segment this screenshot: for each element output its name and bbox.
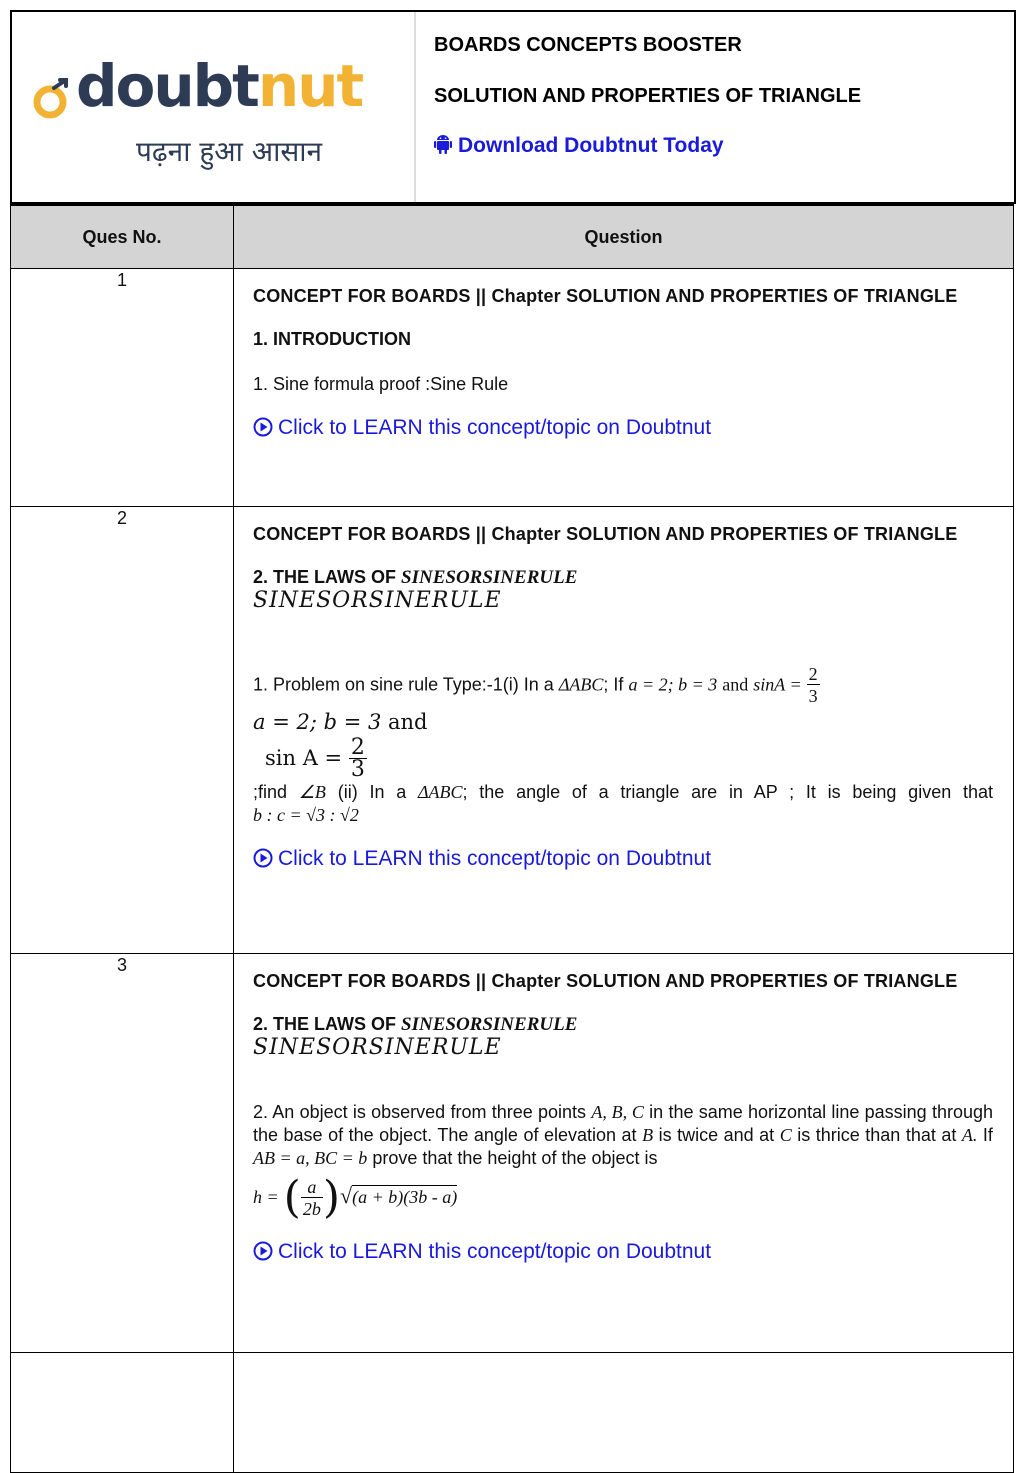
- display-math-line: [253, 711, 993, 734]
- play-circle-icon: [253, 417, 273, 437]
- height-formula: [253, 1172, 993, 1223]
- fraction-numerator: 2: [808, 664, 818, 684]
- formula-fraction: [301, 1177, 323, 1220]
- text-segment: ; the angle of a triangle are in AP ; It is being given that: [462, 782, 993, 802]
- math-point-a: A.: [961, 1125, 978, 1145]
- question-cell: [234, 507, 1014, 954]
- fraction-denominator: 2b: [302, 1198, 321, 1219]
- math-points: A, B, C: [591, 1102, 644, 1122]
- question-text: 1. Sine formula proof :Sine Rule: [253, 374, 509, 394]
- math-sinA: sinA =: [753, 674, 802, 695]
- text-segment: If: [982, 1125, 993, 1145]
- question-text-continued: [253, 781, 993, 804]
- header-divider: [414, 12, 416, 204]
- play-circle-icon: [253, 1241, 273, 1261]
- learn-link[interactable]: [253, 1240, 993, 1263]
- logo-mark-icon: [30, 78, 72, 120]
- math-condition: AB = a, BC = b: [253, 1148, 368, 1168]
- section-heading: 1. INTRODUCTION: [253, 329, 412, 349]
- learn-link-label: Click to LEARN this concept/topic on Doubtnut: [278, 416, 712, 439]
- math-condition: a = 2; b = 3: [628, 674, 718, 695]
- section-display-math: SINESORSINERULE: [253, 1035, 502, 1060]
- section-heading: [253, 1013, 993, 1036]
- math-triangle: ΔABC: [558, 674, 604, 695]
- col-header-qno: Ques No.: [11, 206, 234, 269]
- fraction-numerator: a: [301, 1177, 323, 1198]
- section-prefix: 2. THE LAWS OF: [253, 1014, 397, 1034]
- fraction-numerator: 2: [350, 735, 365, 760]
- fraction-denominator: 3: [808, 686, 818, 706]
- logo-tagline: पढ़ना हुआ आसान: [136, 135, 323, 168]
- math-and: and: [722, 674, 749, 695]
- section-prefix: 2. THE LAWS OF: [253, 567, 397, 587]
- col-header-question: Question: [234, 206, 1014, 269]
- table-row: [11, 507, 1014, 954]
- header: [10, 10, 1016, 204]
- fraction-denominator: 3: [350, 757, 365, 782]
- questions-table: [10, 205, 1014, 1473]
- section-math: SINESORSINERULE: [401, 567, 578, 588]
- text-segment: prove that the height of the object is: [372, 1148, 658, 1168]
- math-point-b: B: [642, 1125, 654, 1145]
- section-heading: [253, 566, 993, 589]
- page: [10, 10, 1014, 1448]
- math-angle: ∠B: [298, 782, 326, 802]
- sqrt-radicand: (a + b)(3b - a): [352, 1186, 458, 1207]
- left-paren: (: [283, 1172, 301, 1223]
- display-fraction: [349, 735, 367, 782]
- table-header-row: [11, 206, 1014, 269]
- display-sin: sin A =: [265, 746, 343, 770]
- section-math: SINESORSINERULE: [401, 1014, 578, 1035]
- text-segment: ;find: [253, 782, 288, 802]
- math-ratio: b : c = √3 : √2: [253, 805, 359, 825]
- text-segment: is thrice than that at: [797, 1125, 957, 1145]
- text-segment: 2. An object is observed from three points: [253, 1102, 587, 1122]
- booster-title: BOARDS CONCEPTS BOOSTER: [434, 34, 742, 56]
- question-number: 2: [11, 507, 234, 954]
- display-math-line: [253, 735, 993, 782]
- formula-lhs: h =: [253, 1186, 279, 1207]
- concept-heading: CONCEPT FOR BOARDS || Chapter SOLUTION AND PROPERTIES OF TRIANGLE: [253, 524, 958, 544]
- table-row: [11, 1353, 1014, 1473]
- concept-heading: CONCEPT FOR BOARDS || Chapter SOLUTION AND PROPERTIES OF TRIANGLE: [253, 971, 958, 991]
- display-condition: a = 2; b = 3: [253, 710, 382, 734]
- learn-link[interactable]: [253, 416, 993, 439]
- learn-link-label: Click to LEARN this concept/topic on Doubtnut: [278, 847, 712, 870]
- display-and: and: [388, 710, 428, 734]
- question-cell: [234, 1353, 1014, 1473]
- concept-heading: CONCEPT FOR BOARDS || Chapter SOLUTION AND PROPERTIES OF TRIANGLE: [253, 286, 958, 306]
- learn-link-label: Click to LEARN this concept/topic on Doubtnut: [278, 1240, 712, 1263]
- sqrt-sign: √: [340, 1182, 353, 1208]
- question-text: [253, 1101, 993, 1170]
- table-row: [11, 954, 1014, 1353]
- play-circle-icon: [253, 848, 273, 868]
- text-segment: ; If: [603, 674, 624, 695]
- text-segment: is twice and at: [658, 1125, 775, 1145]
- logo-wordmark: [76, 52, 362, 120]
- math-point-c: C: [779, 1125, 792, 1145]
- android-icon: [434, 135, 452, 155]
- learn-link[interactable]: [253, 847, 993, 870]
- text-segment: in the same horizontal line passing through the base of the object. The angle of elevation at: [253, 1102, 993, 1145]
- question-cell: [234, 269, 1014, 507]
- right-paren: ): [322, 1172, 341, 1223]
- text-segment: (ii) In a: [337, 782, 407, 802]
- question-number: 3: [11, 954, 234, 1353]
- question-text: [253, 664, 993, 707]
- math-triangle: ΔABC: [417, 782, 463, 802]
- math-fraction: [807, 664, 820, 707]
- table-row: [11, 269, 1014, 507]
- question-number: 1: [11, 269, 234, 507]
- section-display-math: SINESORSINERULE: [253, 588, 502, 613]
- download-link[interactable]: [434, 134, 724, 158]
- logo-wordmark-dark: doubt: [76, 52, 258, 120]
- question-number: [11, 1353, 234, 1473]
- download-link-label: Download Doubtnut Today: [458, 134, 724, 157]
- chapter-title: SOLUTION AND PROPERTIES OF TRIANGLE: [434, 85, 862, 107]
- text-segment: 1. Problem on sine rule Type:-1(i) In a: [253, 674, 554, 695]
- logo-wordmark-accent: nut: [257, 52, 363, 120]
- question-cell: [234, 954, 1014, 1353]
- doubtnut-logo[interactable]: [30, 52, 363, 172]
